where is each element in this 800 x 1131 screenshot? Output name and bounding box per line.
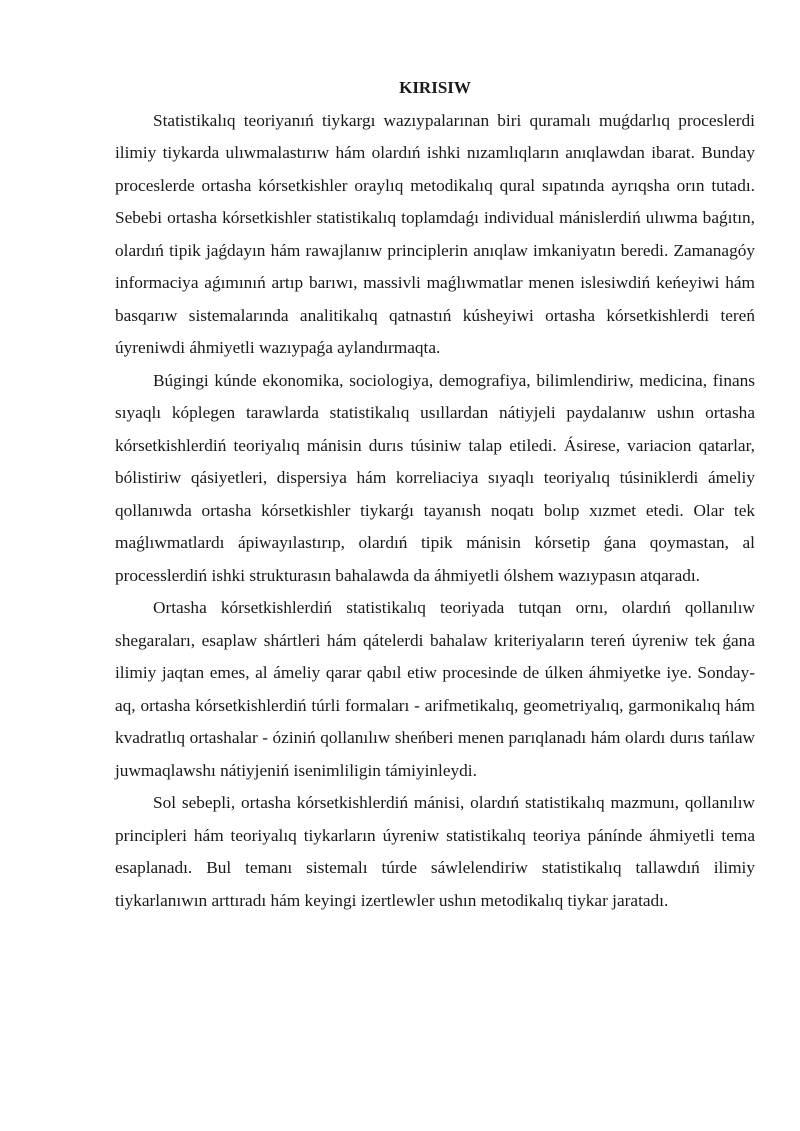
paragraph-4: Sol sebepli, ortasha kórsetkishlerdiń mánisi, olardıń statistikalıq mazmunı, qollanılıw principleri hám teoriyalıq tiykarların úyreniw statistikalıq teoriya pánínde áhmiyetli tema esaplanadı. Bul temanı sistemalı túrde sáwlelendiriw statistikalıq tallawdıń ilimiy tiykarlanıwın arttıradı hám keyingi izertlewler ushın metodikalıq tiykar jaratadı. — [115, 793, 755, 910]
document-body — [115, 72, 755, 917]
document-title: KIRISIW — [399, 78, 471, 97]
paragraph-2: Búgingi kúnde ekonomika, sociologiya, demografiya, bilimlendiriw, medicina, finans sıyaqlı kóplegen tarawlarda statistikalıq usıllardan nátiyjeli paydalanıw ushın ortasha kórsetkishlerdiń teoriyalıq mánisin durıs túsiniw talap etiledi. Ásirese, variacion qatarlar, bólistiriw qásiyetleri, dispersiya hám korreliaciya sıyaqlı teoriyalıq túsiniklerdi ámeliy qollanıwda ortasha kórsetkishler tiykarǵı tayanısh noqatı bolıp xızmet etedi. Olar tek maǵlıwmatlardı ápiwayılastırıp, olardıń tipik mánisin kórsetip ǵana qoymastan, al processlerdiń ishki strukturasın bahalawda da áhmiyetli ólshem wazıypasın atqaradı. — [115, 370, 755, 585]
paragraph-1: Statistikalıq teoriyanıń tiykargı wazıypalarınan biri quramalı muǵdarlıq proceslerdi ilimiy tiykarda ulıwmalastırıw hám olardıń ishki nızamlıqların anıqlawdan ibarat. Bunday proceslerde ortasha kórsetkishler oraylıq metodikalıq qural sıpatında ayrıqsha orın tutadı. Sebebi ortasha kórsetkishler statistikalıq toplamdaǵı individual mánislerdiń ulıwma baǵıtın, olardıń tipik jaǵdayın hám rawajlanıw principlerin anıqlaw imkaniyatın beredi. Zamanagóy informaciya aǵımınıń artıp barıwı, massivli maǵlıwmatlar menen islesiwdiń keńeyiwi hám basqarıw sistemalarında analitikalıq qatnastıń kúsheyiwi ortasha kórsetkishlerdi tereń úyreniwdi áhmiyetli wazıypaǵa aylandırmaqta. — [115, 110, 755, 357]
paragraph-3: Ortasha kórsetkishlerdiń statistikalıq teoriyada tutqan ornı, olardıń qollanılıw shegaraları, esaplaw shártleri hám qátelerdi bahalaw kriteriyaların tereń úyreniw tek ǵana ilimiy jaqtan emes, al ámeliy qarar qabıl etiw procesinde de úlken áhmiyetke iye. Sonday-aq, ortasha kórsetkishlerdiń túrli formaları - arifmetikalıq, geometriyalıq, garmonikalıq hám kvadratlıq ortashalar - óziniń qollanılıw sheńberi menen parıqlanadı hám olardı durıs tańlaw juwmaqlawshı nátiyjeniń isenimliligin támiyinleydi. — [115, 598, 755, 780]
